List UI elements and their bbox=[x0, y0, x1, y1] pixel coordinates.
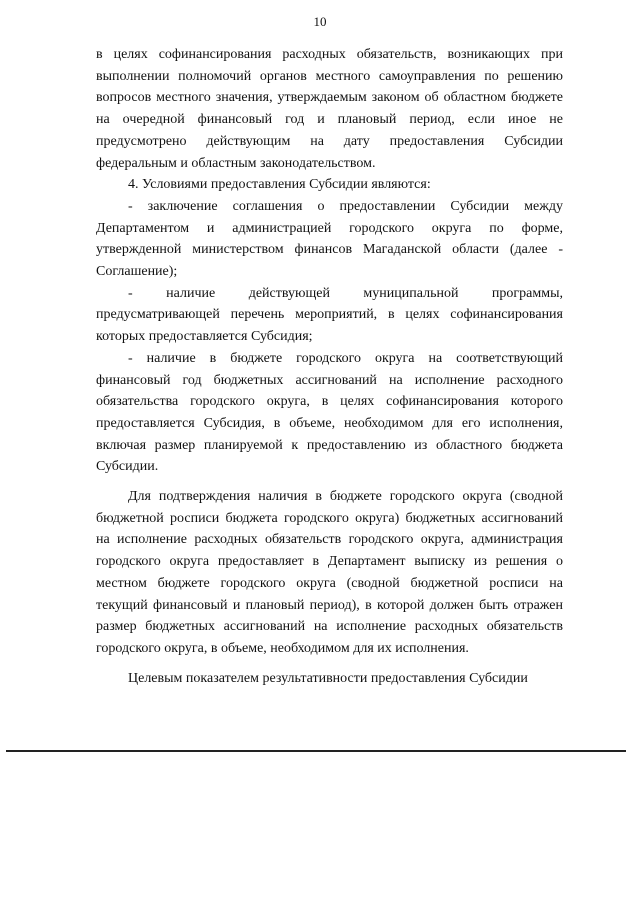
paragraph-condition-program: - наличие действующей муниципальной программы, предусматривающей перечень мероприятий, в целях софинансирования которых предоставляется Субсидия; bbox=[96, 285, 563, 345]
paragraph-target-indicator: Целевым показателем результативности предоставления Субсидии bbox=[128, 670, 528, 686]
paragraph-condition-budget: - наличие в бюджете городского округа на соответствующий финансовый год бюджетных ассигнований на исполнение расходного обязательства городского округа, в целях софинансирования которого предоставляется Субсидия, в объеме, необходимом для его исполнения, включая размер планируемой к предоставлению из областного бюджета Субсидии. bbox=[96, 350, 563, 475]
page-number: 10 bbox=[313, 14, 327, 29]
paragraph-continuation: в целях софинансирования расходных обязательств, возникающих при выполнении полномочий органов местного самоуправления по решению вопросов местного значения, утверждаемым законом об областном бюджете на очередной финансовый год и плановый период, если иное не предусмотрено действующим на дату предоставления Субсидии федеральным и областным законодательством. bbox=[96, 47, 563, 171]
paragraph-conditions-heading: 4. Условиями предоставления Субсидии являются: bbox=[128, 177, 431, 193]
footer-rule bbox=[6, 750, 626, 752]
document-body bbox=[96, 44, 563, 689]
paragraph-condition-agreement: - заключение соглашения о предоставлении Субсидии между Департаментом и администрацией городского округа по форме, утвержденной министерством финансов Магаданской области (далее - Соглашение); bbox=[96, 198, 563, 280]
paragraph-confirmation: Для подтверждения наличия в бюджете городского округа (сводной бюджетной росписи бюджета городского округа) бюджетных ассигнований на исполнение расходных обязательств городского округа, администрация городского округа предоставляет в Департамент выписку из решения о местном бюджете городского округа (сводной бюджетной росписи на текущий финансовый и плановый период), в которой должен быть отражен размер бюджетных ассигнований на исполнение расходных обязательств городского округа, в объеме, необходимом для их исполнения. bbox=[96, 489, 563, 656]
